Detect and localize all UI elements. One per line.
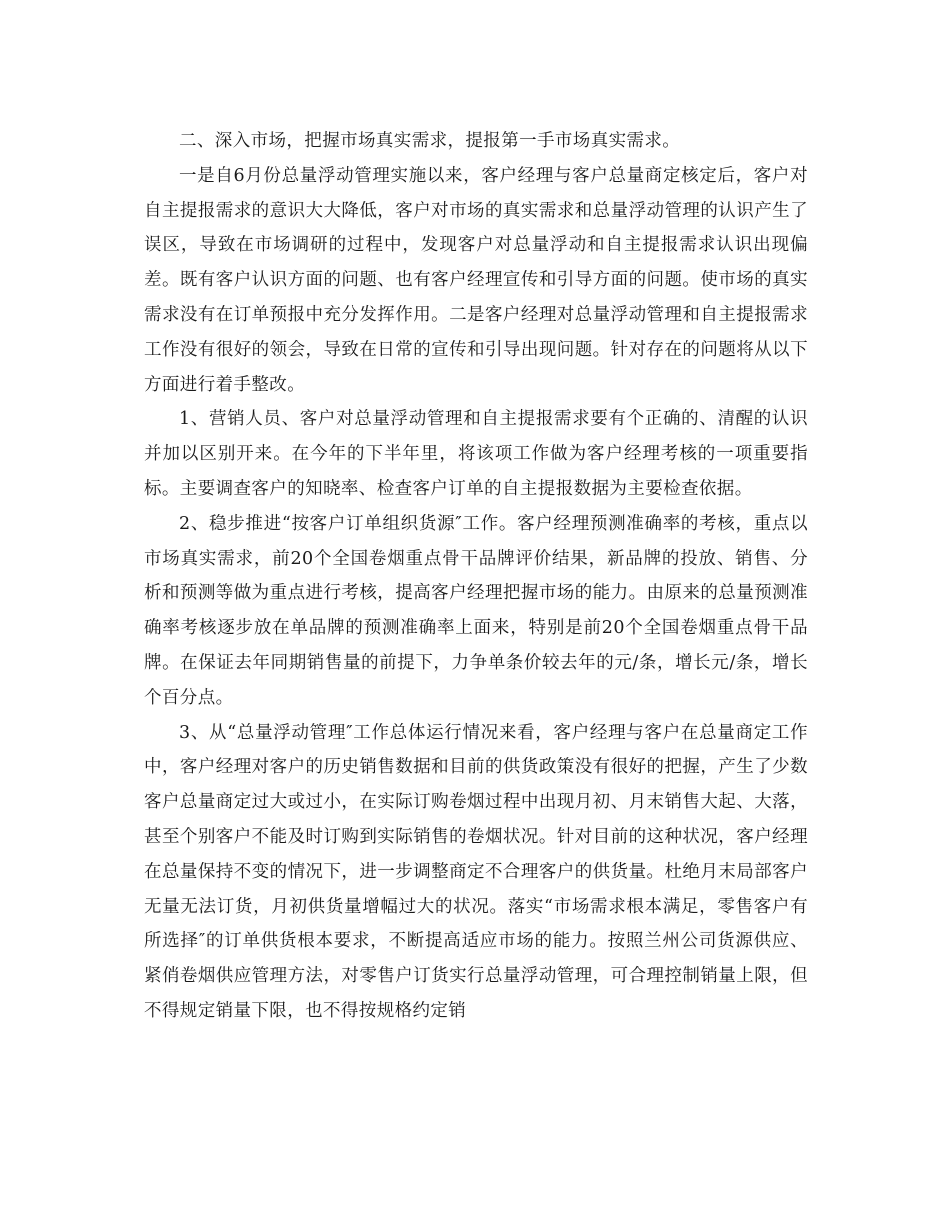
- paragraph: 1、营销人员、客户对总量浮动管理和自主提报需求要有个正确的、清醒的认识并加以区别开来。在今年的下半年里，将该项工作做为客户经理考核的一项重要指标。主要调查客户的知晓率、检查客户订单的自主提报数据为主要检查依据。: [144, 409, 808, 499]
- document-body: [144, 124, 808, 1029]
- paragraph: 3、从“总量浮动管理″工作总体运行情况来看，客户经理与客户在总量商定工作中，客户经理对客户的历史销售数据和目前的供货政策没有很好的把握，产生了少数客户总量商定过大或过小，在实际订购卷烟过程中出现月初、月末销售大起、大落，甚至个别客户不能及时订购到实际销售的卷烟状况。针对目前的这种状况，客户经理在总量保持不变的情况下，进一步调整商定不合理客户的供货量。杜绝月末局部客户无量无法订货，月初供货量增幅过大的状况。落实“市场需求根本满足，零售客户有所选择″的订单供货根本要求，不断提高适应市场的能力。按照兰州公司货源供应、紧俏卷烟供应管理方法，对零售户订货实行总量浮动管理，可合理控制销量上限，但不得规定销量下限，也不得按规格约定销: [144, 722, 808, 1021]
- paragraph: 2、稳步推进“按客户订单组织货源″工作。客户经理预测准确率的考核，重点以市场真实需求，前20个全国卷烟重点骨干品牌评价结果，新品牌的投放、销售、分析和预测等做为重点进行考核，提高客户经理把握市场的能力。由原来的总量预测准确率考核逐步放在单品牌的预测准确率上面来，特别是前20个全国卷烟重点骨干品牌。在保证去年同期销售量的前提下，力争单条价较去年的元/条，增长元/条，增长个百分点。: [144, 513, 808, 708]
- section-heading: 二、深入市场，把握市场真实需求，提报第一手市场真实需求。: [179, 131, 681, 151]
- paragraph: 一是自6月份总量浮动管理实施以来，客户经理与客户总量商定核定后，客户对自主提报需求的意识大大降低，客户对市场的真实需求和总量浮动管理的认识产生了误区，导致在市场调研的过程中，发现客户对总量浮动和自主提报需求认识出现偏差。既有客户认识方面的问题、也有客户经理宣传和引导方面的问题。使市场的真实需求没有在订单预报中充分发挥作用。二是客户经理对总量浮动管理和自主提报需求工作没有很好的领会，导致在日常的宣传和引导出现问题。针对存在的问题将从以下方面进行着手整改。: [144, 165, 808, 395]
